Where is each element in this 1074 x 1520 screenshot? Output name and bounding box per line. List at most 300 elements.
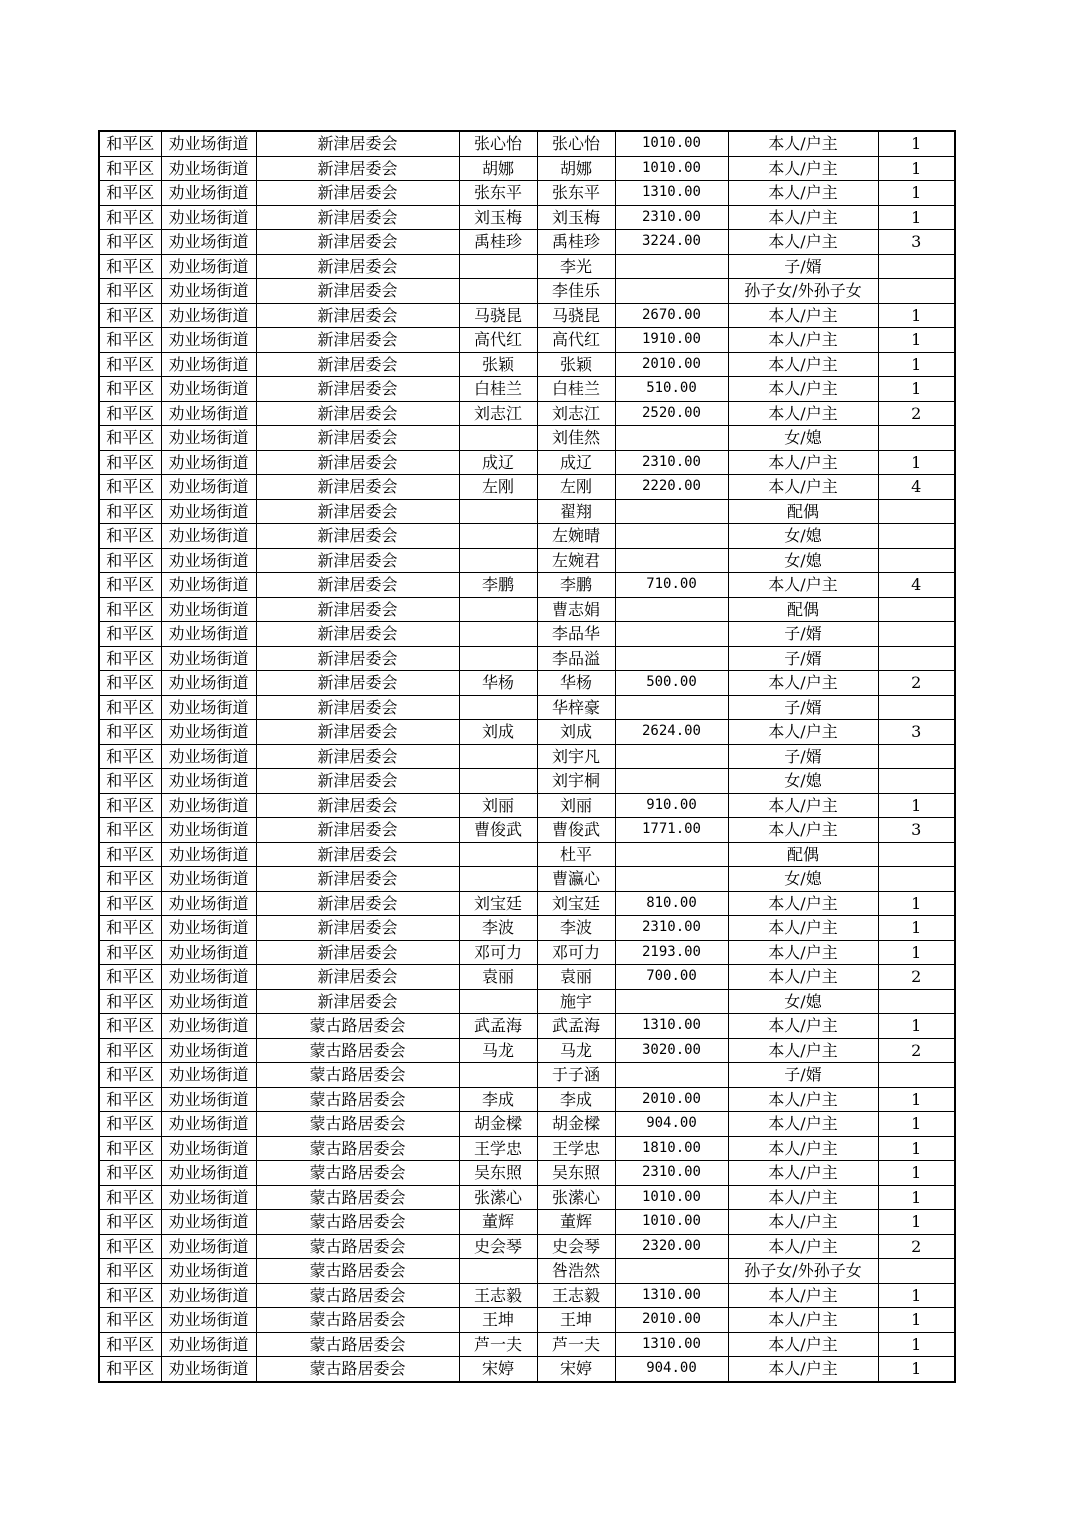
table-row xyxy=(99,1161,955,1186)
amount-cell xyxy=(615,597,728,622)
district-cell: 和平区 xyxy=(99,352,161,377)
count-cell xyxy=(878,769,955,794)
member-cell: 咎浩然 xyxy=(537,1259,615,1284)
relation-cell: 本人/户主 xyxy=(728,671,878,696)
member-cell: 杜平 xyxy=(537,842,615,867)
street-cell: 劝业场街道 xyxy=(161,671,256,696)
amount-cell: 2310.00 xyxy=(615,205,728,230)
district-cell: 和平区 xyxy=(99,377,161,402)
amount-cell: 910.00 xyxy=(615,793,728,818)
member-cell: 左婉君 xyxy=(537,548,615,573)
applicant-cell: 张颖 xyxy=(459,352,537,377)
committee-cell: 蒙古路居委会 xyxy=(256,1161,459,1186)
relation-cell: 本人/户主 xyxy=(728,891,878,916)
table-row xyxy=(99,1332,955,1357)
applicant-cell xyxy=(459,254,537,279)
amount-cell: 510.00 xyxy=(615,377,728,402)
relation-cell: 本人/户主 xyxy=(728,1234,878,1259)
relation-cell: 子/婿 xyxy=(728,695,878,720)
street-cell: 劝业场街道 xyxy=(161,940,256,965)
table-row xyxy=(99,867,955,892)
district-cell: 和平区 xyxy=(99,401,161,426)
amount-cell xyxy=(615,548,728,573)
relation-cell: 本人/户主 xyxy=(728,181,878,206)
district-cell: 和平区 xyxy=(99,989,161,1014)
relation-cell: 本人/户主 xyxy=(728,1357,878,1382)
member-cell: 张颖 xyxy=(537,352,615,377)
district-cell: 和平区 xyxy=(99,720,161,745)
count-cell: 1 xyxy=(878,1161,955,1186)
count-cell: 1 xyxy=(878,377,955,402)
member-cell: 张潆心 xyxy=(537,1185,615,1210)
district-cell: 和平区 xyxy=(99,1161,161,1186)
table-row xyxy=(99,744,955,769)
district-cell: 和平区 xyxy=(99,940,161,965)
member-cell: 宋婷 xyxy=(537,1357,615,1382)
amount-cell: 2520.00 xyxy=(615,401,728,426)
table-row xyxy=(99,622,955,647)
committee-cell: 蒙古路居委会 xyxy=(256,1038,459,1063)
committee-cell: 新津居委会 xyxy=(256,597,459,622)
count-cell: 1 xyxy=(878,1014,955,1039)
member-cell: 华杨 xyxy=(537,671,615,696)
street-cell: 劝业场街道 xyxy=(161,524,256,549)
applicant-cell: 胡娜 xyxy=(459,156,537,181)
amount-cell: 3020.00 xyxy=(615,1038,728,1063)
amount-cell: 1010.00 xyxy=(615,1185,728,1210)
committee-cell: 蒙古路居委会 xyxy=(256,1332,459,1357)
applicant-cell xyxy=(459,524,537,549)
member-cell: 成辽 xyxy=(537,450,615,475)
relation-cell: 本人/户主 xyxy=(728,818,878,843)
street-cell: 劝业场街道 xyxy=(161,279,256,304)
member-cell: 李品溢 xyxy=(537,646,615,671)
committee-cell: 新津居委会 xyxy=(256,303,459,328)
table-row xyxy=(99,1234,955,1259)
relation-cell: 孙子女/外孙子女 xyxy=(728,279,878,304)
count-cell: 1 xyxy=(878,1185,955,1210)
street-cell: 劝业场街道 xyxy=(161,377,256,402)
count-cell xyxy=(878,597,955,622)
committee-cell: 新津居委会 xyxy=(256,230,459,255)
applicant-cell xyxy=(459,646,537,671)
applicant-cell: 王学忠 xyxy=(459,1136,537,1161)
table-row xyxy=(99,646,955,671)
member-cell: 刘志江 xyxy=(537,401,615,426)
count-cell: 1 xyxy=(878,793,955,818)
street-cell: 劝业场街道 xyxy=(161,1259,256,1284)
applicant-cell: 邓可力 xyxy=(459,940,537,965)
count-cell: 1 xyxy=(878,303,955,328)
table-row xyxy=(99,303,955,328)
street-cell: 劝业场街道 xyxy=(161,1185,256,1210)
applicant-cell xyxy=(459,597,537,622)
relation-cell: 本人/户主 xyxy=(728,720,878,745)
member-cell: 李鹏 xyxy=(537,573,615,598)
count-cell: 2 xyxy=(878,1038,955,1063)
committee-cell: 新津居委会 xyxy=(256,131,459,156)
table-row xyxy=(99,940,955,965)
committee-cell: 新津居委会 xyxy=(256,622,459,647)
amount-cell: 2193.00 xyxy=(615,940,728,965)
applicant-cell: 王坤 xyxy=(459,1308,537,1333)
count-cell xyxy=(878,548,955,573)
committee-cell: 新津居委会 xyxy=(256,352,459,377)
relation-cell: 本人/户主 xyxy=(728,377,878,402)
amount-cell: 2010.00 xyxy=(615,352,728,377)
relation-cell: 女/媳 xyxy=(728,548,878,573)
applicant-cell: 马龙 xyxy=(459,1038,537,1063)
applicant-cell: 李波 xyxy=(459,916,537,941)
applicant-cell: 张潆心 xyxy=(459,1185,537,1210)
member-cell: 于子涵 xyxy=(537,1063,615,1088)
table-row xyxy=(99,230,955,255)
amount-cell xyxy=(615,769,728,794)
table-row xyxy=(99,1063,955,1088)
district-cell: 和平区 xyxy=(99,793,161,818)
applicant-cell: 华杨 xyxy=(459,671,537,696)
amount-cell: 710.00 xyxy=(615,573,728,598)
committee-cell: 新津居委会 xyxy=(256,671,459,696)
relation-cell: 女/媳 xyxy=(728,867,878,892)
committee-cell: 新津居委会 xyxy=(256,279,459,304)
applicant-cell: 刘宝廷 xyxy=(459,891,537,916)
committee-cell: 新津居委会 xyxy=(256,181,459,206)
member-cell: 董辉 xyxy=(537,1210,615,1235)
table-row xyxy=(99,891,955,916)
committee-cell: 新津居委会 xyxy=(256,328,459,353)
relation-cell: 本人/户主 xyxy=(728,230,878,255)
committee-cell: 新津居委会 xyxy=(256,867,459,892)
count-cell: 1 xyxy=(878,450,955,475)
table-row xyxy=(99,401,955,426)
street-cell: 劝业场街道 xyxy=(161,769,256,794)
district-cell: 和平区 xyxy=(99,1014,161,1039)
applicant-cell xyxy=(459,426,537,451)
committee-cell: 新津居委会 xyxy=(256,254,459,279)
relation-cell: 本人/户主 xyxy=(728,1112,878,1137)
relation-cell: 本人/户主 xyxy=(728,1332,878,1357)
committee-cell: 新津居委会 xyxy=(256,940,459,965)
street-cell: 劝业场街道 xyxy=(161,426,256,451)
amount-cell: 810.00 xyxy=(615,891,728,916)
count-cell xyxy=(878,867,955,892)
committee-cell: 蒙古路居委会 xyxy=(256,1234,459,1259)
relation-cell: 本人/户主 xyxy=(728,1210,878,1235)
table-row xyxy=(99,695,955,720)
count-cell xyxy=(878,426,955,451)
street-cell: 劝业场街道 xyxy=(161,1014,256,1039)
member-cell: 曹瀛心 xyxy=(537,867,615,892)
count-cell: 1 xyxy=(878,1357,955,1382)
applicant-cell xyxy=(459,499,537,524)
table-row xyxy=(99,1014,955,1039)
district-cell: 和平区 xyxy=(99,744,161,769)
table-row xyxy=(99,1283,955,1308)
relation-cell: 子/婿 xyxy=(728,646,878,671)
member-cell: 左婉晴 xyxy=(537,524,615,549)
committee-cell: 新津居委会 xyxy=(256,450,459,475)
table-row xyxy=(99,1136,955,1161)
relation-cell: 本人/户主 xyxy=(728,1161,878,1186)
amount-cell: 1010.00 xyxy=(615,1210,728,1235)
relation-cell: 本人/户主 xyxy=(728,475,878,500)
member-cell: 刘宝廷 xyxy=(537,891,615,916)
amount-cell: 1310.00 xyxy=(615,1283,728,1308)
street-cell: 劝业场街道 xyxy=(161,1161,256,1186)
count-cell: 1 xyxy=(878,1112,955,1137)
amount-cell: 1310.00 xyxy=(615,181,728,206)
table-row xyxy=(99,181,955,206)
member-cell: 高代红 xyxy=(537,328,615,353)
count-cell xyxy=(878,279,955,304)
street-cell: 劝业场街道 xyxy=(161,989,256,1014)
district-cell: 和平区 xyxy=(99,524,161,549)
amount-cell: 904.00 xyxy=(615,1112,728,1137)
street-cell: 劝业场街道 xyxy=(161,499,256,524)
street-cell: 劝业场街道 xyxy=(161,1063,256,1088)
member-cell: 李光 xyxy=(537,254,615,279)
committee-cell: 新津居委会 xyxy=(256,205,459,230)
count-cell xyxy=(878,1063,955,1088)
applicant-cell: 刘玉梅 xyxy=(459,205,537,230)
street-cell: 劝业场街道 xyxy=(161,965,256,990)
applicant-cell xyxy=(459,842,537,867)
committee-cell: 蒙古路居委会 xyxy=(256,1283,459,1308)
street-cell: 劝业场街道 xyxy=(161,1112,256,1137)
amount-cell: 1771.00 xyxy=(615,818,728,843)
district-cell: 和平区 xyxy=(99,1087,161,1112)
member-cell: 胡娜 xyxy=(537,156,615,181)
count-cell: 1 xyxy=(878,181,955,206)
applicant-cell: 史会琴 xyxy=(459,1234,537,1259)
district-cell: 和平区 xyxy=(99,646,161,671)
street-cell: 劝业场街道 xyxy=(161,475,256,500)
amount-cell: 1810.00 xyxy=(615,1136,728,1161)
district-cell: 和平区 xyxy=(99,328,161,353)
street-cell: 劝业场街道 xyxy=(161,646,256,671)
table-row xyxy=(99,1038,955,1063)
member-cell: 张心怡 xyxy=(537,131,615,156)
street-cell: 劝业场街道 xyxy=(161,131,256,156)
member-cell: 曹志娟 xyxy=(537,597,615,622)
member-cell: 刘玉梅 xyxy=(537,205,615,230)
applicant-cell xyxy=(459,695,537,720)
table-row xyxy=(99,842,955,867)
relation-cell: 女/媳 xyxy=(728,769,878,794)
member-cell: 马骁昆 xyxy=(537,303,615,328)
district-cell: 和平区 xyxy=(99,1136,161,1161)
amount-cell: 904.00 xyxy=(615,1357,728,1382)
member-cell: 施宇 xyxy=(537,989,615,1014)
street-cell: 劝业场街道 xyxy=(161,1136,256,1161)
table-row xyxy=(99,377,955,402)
amount-cell xyxy=(615,426,728,451)
relation-cell: 本人/户主 xyxy=(728,1038,878,1063)
committee-cell: 新津居委会 xyxy=(256,156,459,181)
applicant-cell: 胡金樑 xyxy=(459,1112,537,1137)
district-cell: 和平区 xyxy=(99,597,161,622)
relation-cell: 女/媳 xyxy=(728,426,878,451)
count-cell xyxy=(878,744,955,769)
table-row xyxy=(99,156,955,181)
applicant-cell xyxy=(459,548,537,573)
applicant-cell: 宋婷 xyxy=(459,1357,537,1382)
amount-cell: 2010.00 xyxy=(615,1308,728,1333)
applicant-cell: 王志毅 xyxy=(459,1283,537,1308)
committee-cell: 新津居委会 xyxy=(256,965,459,990)
table-row xyxy=(99,989,955,1014)
count-cell xyxy=(878,695,955,720)
committee-cell: 新津居委会 xyxy=(256,573,459,598)
street-cell: 劝业场街道 xyxy=(161,842,256,867)
committee-cell: 新津居委会 xyxy=(256,720,459,745)
relation-cell: 本人/户主 xyxy=(728,940,878,965)
count-cell: 1 xyxy=(878,940,955,965)
relation-cell: 本人/户主 xyxy=(728,352,878,377)
count-cell: 1 xyxy=(878,156,955,181)
table-row xyxy=(99,720,955,745)
table-row xyxy=(99,475,955,500)
applicant-cell: 马骁昆 xyxy=(459,303,537,328)
amount-cell xyxy=(615,867,728,892)
member-cell: 王坤 xyxy=(537,1308,615,1333)
district-cell: 和平区 xyxy=(99,499,161,524)
count-cell: 1 xyxy=(878,916,955,941)
committee-cell: 新津居委会 xyxy=(256,916,459,941)
table-row xyxy=(99,793,955,818)
count-cell xyxy=(878,499,955,524)
applicant-cell xyxy=(459,769,537,794)
district-cell: 和平区 xyxy=(99,818,161,843)
applicant-cell: 禹桂珍 xyxy=(459,230,537,255)
district-cell: 和平区 xyxy=(99,1038,161,1063)
amount-cell: 2310.00 xyxy=(615,1161,728,1186)
count-cell: 3 xyxy=(878,720,955,745)
table-row xyxy=(99,328,955,353)
district-cell: 和平区 xyxy=(99,254,161,279)
committee-cell: 蒙古路居委会 xyxy=(256,1063,459,1088)
street-cell: 劝业场街道 xyxy=(161,597,256,622)
relation-cell: 本人/户主 xyxy=(728,450,878,475)
amount-cell xyxy=(615,254,728,279)
relation-cell: 本人/户主 xyxy=(728,1087,878,1112)
count-cell: 1 xyxy=(878,1136,955,1161)
applicant-cell: 武孟海 xyxy=(459,1014,537,1039)
applicant-cell xyxy=(459,1259,537,1284)
member-cell: 李成 xyxy=(537,1087,615,1112)
applicant-cell: 李鹏 xyxy=(459,573,537,598)
amount-cell: 2310.00 xyxy=(615,916,728,941)
member-cell: 刘成 xyxy=(537,720,615,745)
district-cell: 和平区 xyxy=(99,1185,161,1210)
member-cell: 李波 xyxy=(537,916,615,941)
street-cell: 劝业场街道 xyxy=(161,548,256,573)
street-cell: 劝业场街道 xyxy=(161,1234,256,1259)
member-cell: 武孟海 xyxy=(537,1014,615,1039)
table-row xyxy=(99,524,955,549)
amount-cell xyxy=(615,695,728,720)
applicant-cell xyxy=(459,989,537,1014)
committee-cell: 新津居委会 xyxy=(256,842,459,867)
relation-cell: 本人/户主 xyxy=(728,1014,878,1039)
member-cell: 刘佳然 xyxy=(537,426,615,451)
district-cell: 和平区 xyxy=(99,1332,161,1357)
amount-cell: 2670.00 xyxy=(615,303,728,328)
count-cell xyxy=(878,254,955,279)
street-cell: 劝业场街道 xyxy=(161,622,256,647)
street-cell: 劝业场街道 xyxy=(161,1087,256,1112)
applicant-cell xyxy=(459,867,537,892)
amount-cell xyxy=(615,842,728,867)
table-row xyxy=(99,769,955,794)
member-cell: 左刚 xyxy=(537,475,615,500)
committee-cell: 新津居委会 xyxy=(256,426,459,451)
member-cell: 王志毅 xyxy=(537,1283,615,1308)
applicant-cell: 左刚 xyxy=(459,475,537,500)
amount-cell: 1010.00 xyxy=(615,131,728,156)
count-cell: 4 xyxy=(878,573,955,598)
street-cell: 劝业场街道 xyxy=(161,573,256,598)
count-cell: 2 xyxy=(878,671,955,696)
applicant-cell: 刘丽 xyxy=(459,793,537,818)
table-row xyxy=(99,1210,955,1235)
committee-cell: 蒙古路居委会 xyxy=(256,1087,459,1112)
amount-cell: 1310.00 xyxy=(615,1014,728,1039)
relation-cell: 配偶 xyxy=(728,597,878,622)
relation-cell: 孙子女/外孙子女 xyxy=(728,1259,878,1284)
relation-cell: 子/婿 xyxy=(728,744,878,769)
relation-cell: 配偶 xyxy=(728,499,878,524)
relation-cell: 本人/户主 xyxy=(728,401,878,426)
count-cell: 4 xyxy=(878,475,955,500)
table-row xyxy=(99,1259,955,1284)
count-cell: 1 xyxy=(878,1087,955,1112)
count-cell xyxy=(878,622,955,647)
relation-cell: 本人/户主 xyxy=(728,793,878,818)
table-row xyxy=(99,352,955,377)
relation-cell: 本人/户主 xyxy=(728,131,878,156)
applicant-cell: 吴东照 xyxy=(459,1161,537,1186)
count-cell xyxy=(878,1259,955,1284)
district-cell: 和平区 xyxy=(99,1283,161,1308)
district-cell: 和平区 xyxy=(99,1308,161,1333)
table-row xyxy=(99,597,955,622)
applicant-cell: 成辽 xyxy=(459,450,537,475)
relation-cell: 子/婿 xyxy=(728,622,878,647)
district-cell: 和平区 xyxy=(99,965,161,990)
relation-cell: 本人/户主 xyxy=(728,573,878,598)
applicant-cell: 李成 xyxy=(459,1087,537,1112)
district-cell: 和平区 xyxy=(99,475,161,500)
amount-cell: 1910.00 xyxy=(615,328,728,353)
table-row xyxy=(99,499,955,524)
committee-cell: 新津居委会 xyxy=(256,744,459,769)
member-cell: 刘宇桐 xyxy=(537,769,615,794)
street-cell: 劝业场街道 xyxy=(161,1038,256,1063)
committee-cell: 蒙古路居委会 xyxy=(256,1112,459,1137)
member-cell: 李品华 xyxy=(537,622,615,647)
street-cell: 劝业场街道 xyxy=(161,352,256,377)
amount-cell: 3224.00 xyxy=(615,230,728,255)
table-row xyxy=(99,916,955,941)
street-cell: 劝业场街道 xyxy=(161,254,256,279)
member-cell: 白桂兰 xyxy=(537,377,615,402)
member-cell: 马龙 xyxy=(537,1038,615,1063)
street-cell: 劝业场街道 xyxy=(161,1332,256,1357)
member-cell: 胡金樑 xyxy=(537,1112,615,1137)
count-cell: 1 xyxy=(878,352,955,377)
